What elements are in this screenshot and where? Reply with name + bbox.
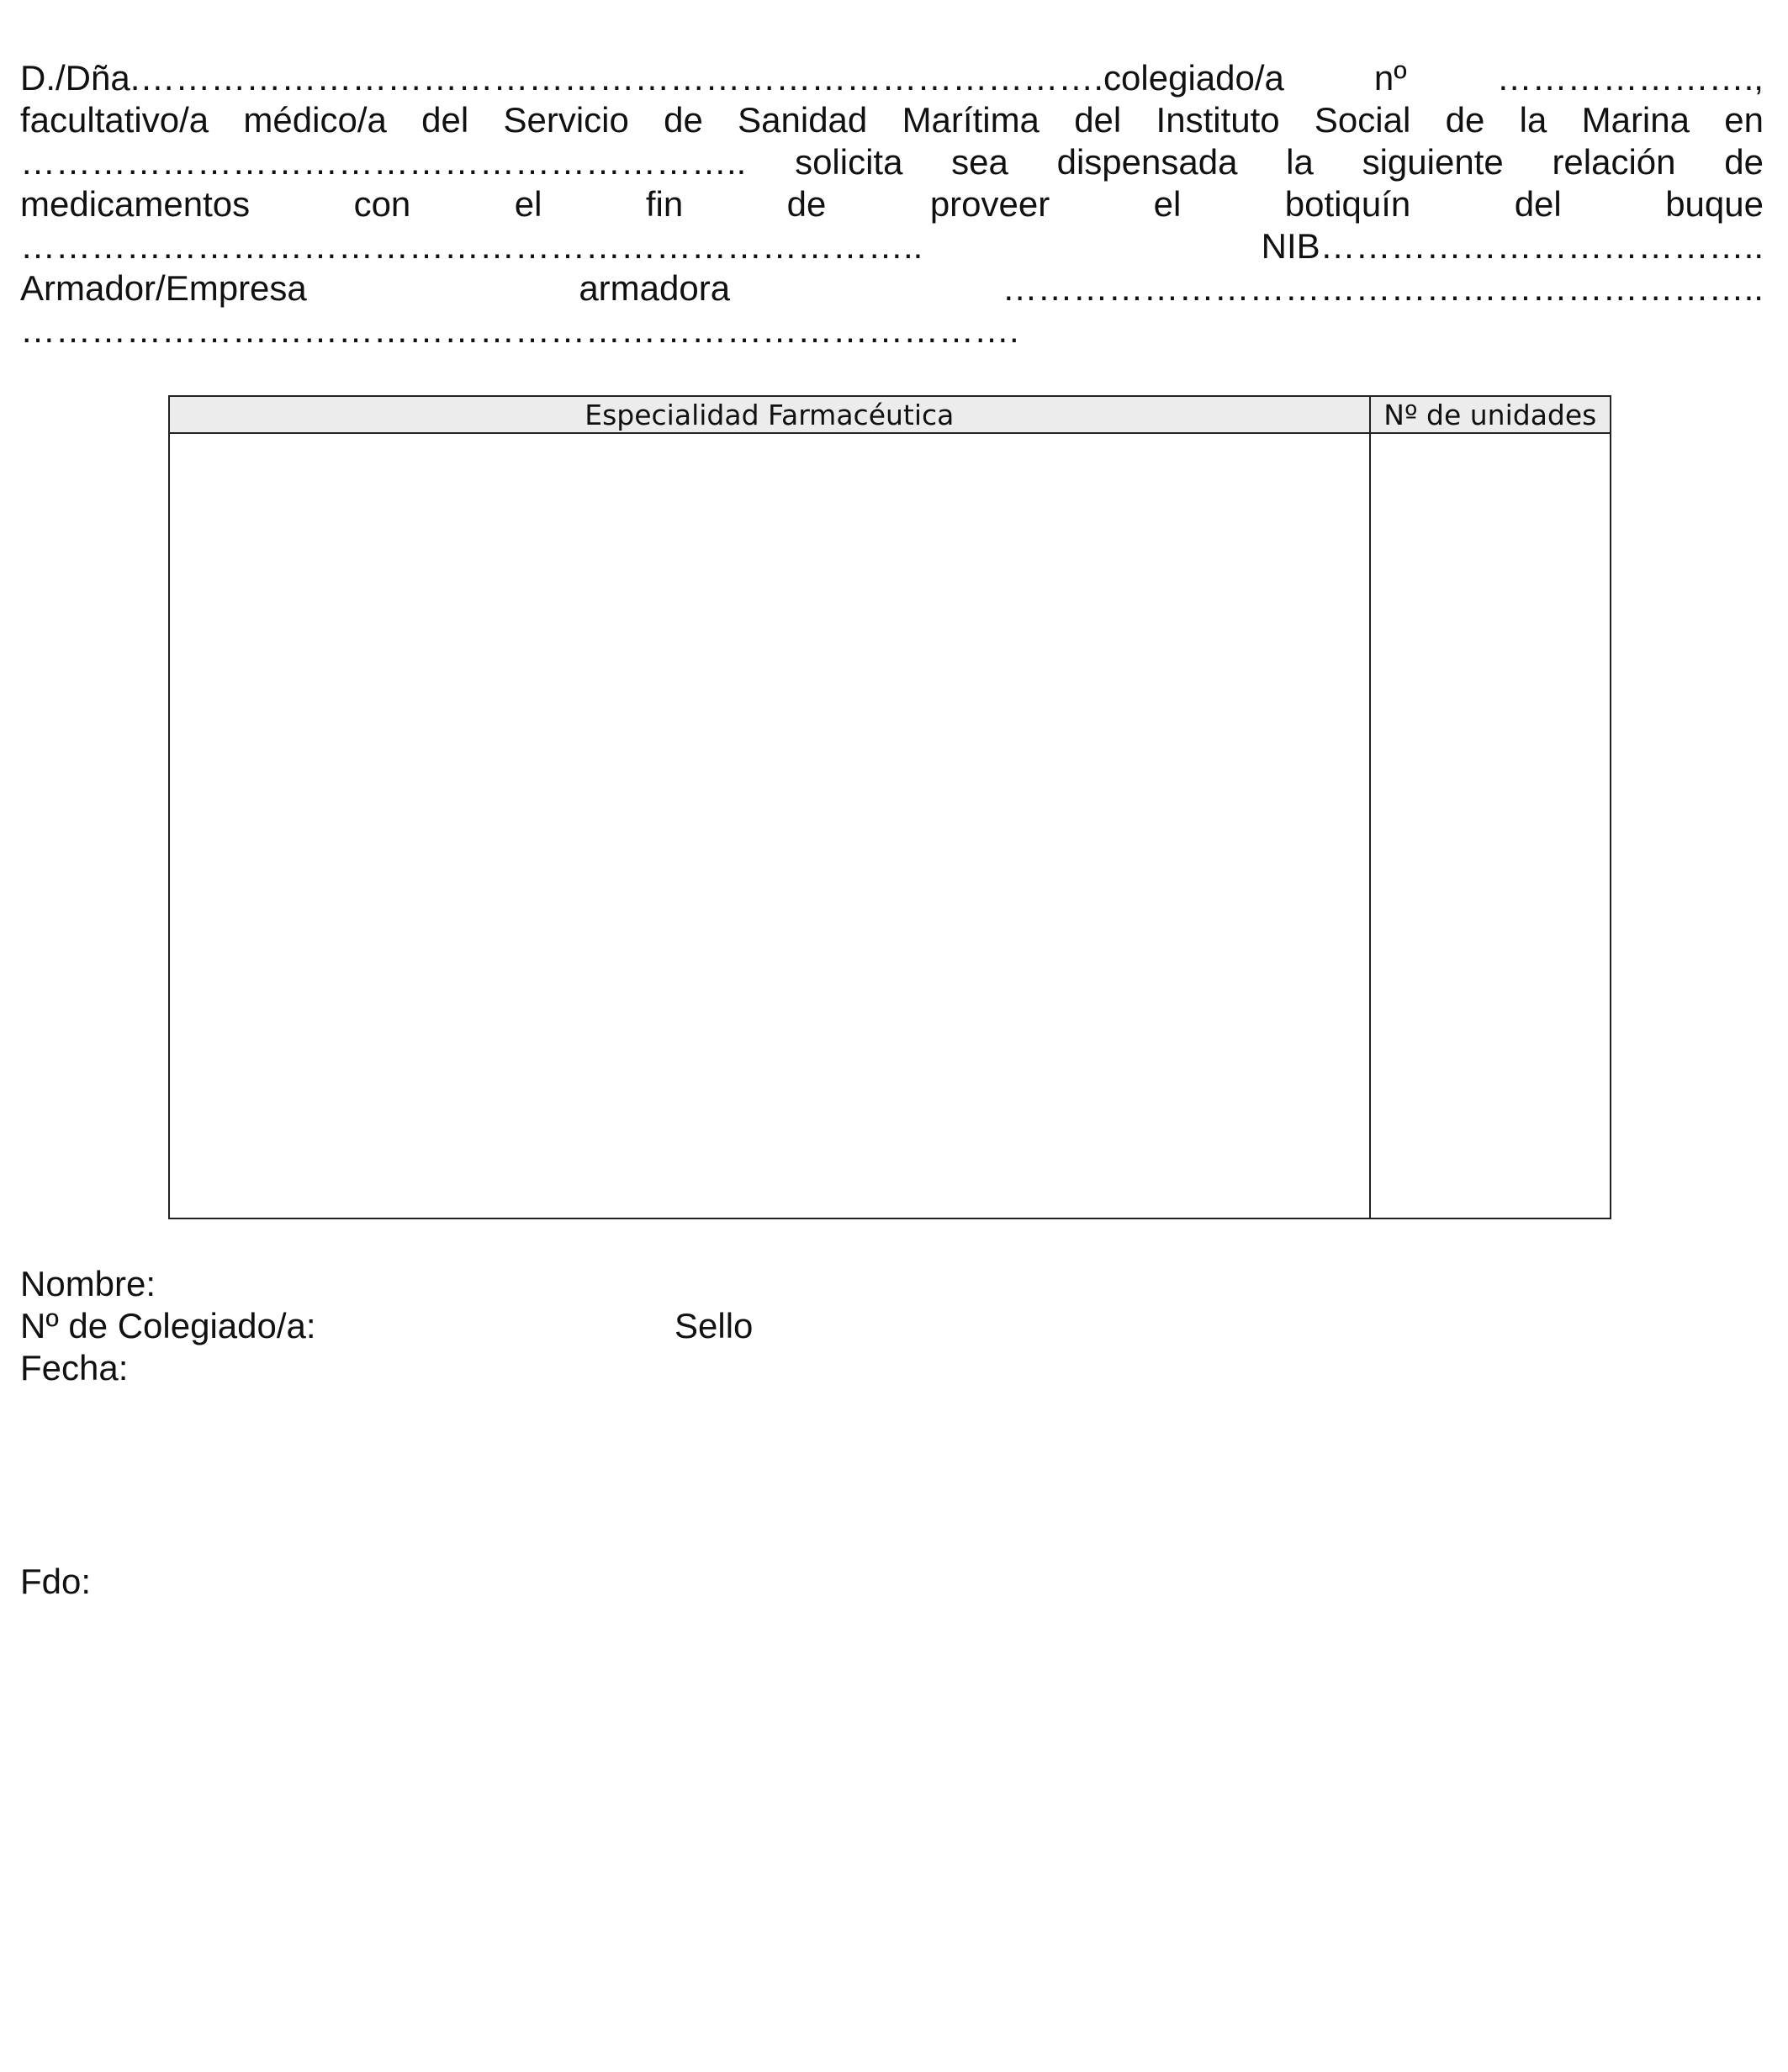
collegiate-number-field: …………………., bbox=[1496, 58, 1764, 98]
text-word: del bbox=[421, 100, 469, 140]
text-word: médico/a bbox=[243, 100, 387, 140]
text-word: la bbox=[1286, 142, 1314, 182]
text-word: la bbox=[1519, 100, 1547, 140]
text-word: el bbox=[514, 184, 542, 224]
collegiate-label: Nº de Colegiado/a: bbox=[20, 1306, 316, 1345]
stamp-label: Sello bbox=[674, 1306, 754, 1345]
request-line-7 bbox=[20, 309, 1764, 352]
shipowner-field: ……………………………………………………….. bbox=[1002, 268, 1764, 308]
request-paragraph bbox=[20, 57, 1764, 352]
name-line bbox=[20, 1263, 1029, 1305]
request-line-5 bbox=[20, 225, 1764, 267]
request-line-6 bbox=[20, 267, 1764, 309]
text-word: relación bbox=[1552, 142, 1676, 182]
header-units: Nº de unidades bbox=[1370, 396, 1611, 433]
text-word: con bbox=[353, 184, 411, 224]
units-cell bbox=[1370, 433, 1611, 1218]
medication-cell bbox=[169, 433, 1370, 1218]
text-word: armadora bbox=[579, 268, 731, 308]
text-word: sea bbox=[951, 142, 1008, 182]
name-label: Nombre: bbox=[20, 1264, 156, 1303]
shipowner-field-continued: …………………………………………………………………………. bbox=[20, 310, 1019, 350]
date-label: Fecha: bbox=[20, 1348, 129, 1388]
text-word: Armador/Empresa bbox=[20, 268, 307, 308]
request-line-4 bbox=[20, 183, 1764, 225]
text-word: Marítima bbox=[902, 100, 1039, 140]
request-line-3 bbox=[20, 141, 1764, 183]
text-word: de bbox=[1724, 142, 1764, 182]
text-word: en bbox=[1724, 100, 1764, 140]
header-medication: Especialidad Farmacéutica bbox=[169, 396, 1370, 433]
text-word: de bbox=[664, 100, 703, 140]
text-word: Sanidad bbox=[738, 100, 868, 140]
text-word: Servicio bbox=[503, 100, 629, 140]
text-word: Marina bbox=[1581, 100, 1690, 140]
text-word: siguiente bbox=[1362, 142, 1504, 182]
request-line-2 bbox=[20, 99, 1764, 141]
text-word: facultativo/a bbox=[20, 100, 209, 140]
table-header-row bbox=[169, 396, 1611, 433]
text-word: de bbox=[1445, 100, 1485, 140]
vessel-name-field: ………………………………………………………………….. bbox=[20, 226, 923, 266]
nib-field: NIB……………………………….. bbox=[1261, 226, 1764, 266]
signature-block bbox=[20, 1263, 1029, 1389]
request-line-1 bbox=[20, 57, 1764, 99]
doctor-name-field: D./Dña.……………………………………………………………………….colegiado/a bbox=[20, 58, 1284, 98]
text-word: de bbox=[786, 184, 827, 224]
text-word: dispensada bbox=[1056, 142, 1238, 182]
text-word: fin bbox=[645, 184, 684, 224]
text-word: Social bbox=[1314, 100, 1411, 140]
text-word: medicamentos bbox=[20, 184, 251, 224]
text-word: del bbox=[1074, 100, 1122, 140]
text-word: proveer bbox=[929, 184, 1050, 224]
location-field: …………………………………………………….. bbox=[20, 142, 747, 182]
signed-by-label: Fdo: bbox=[20, 1562, 92, 1601]
collegiate-line bbox=[20, 1305, 1029, 1347]
date-line bbox=[20, 1347, 1029, 1389]
text-word: buque bbox=[1665, 184, 1764, 224]
medication-table bbox=[168, 395, 1611, 1219]
table-row bbox=[169, 433, 1611, 1218]
text-word: del bbox=[1514, 184, 1562, 224]
text-word: botiquín bbox=[1284, 184, 1411, 224]
text-word: el bbox=[1153, 184, 1182, 224]
collegiate-number-label: nº bbox=[1373, 58, 1407, 98]
text-word: solicita bbox=[795, 142, 903, 182]
text-word: Instituto bbox=[1156, 100, 1280, 140]
